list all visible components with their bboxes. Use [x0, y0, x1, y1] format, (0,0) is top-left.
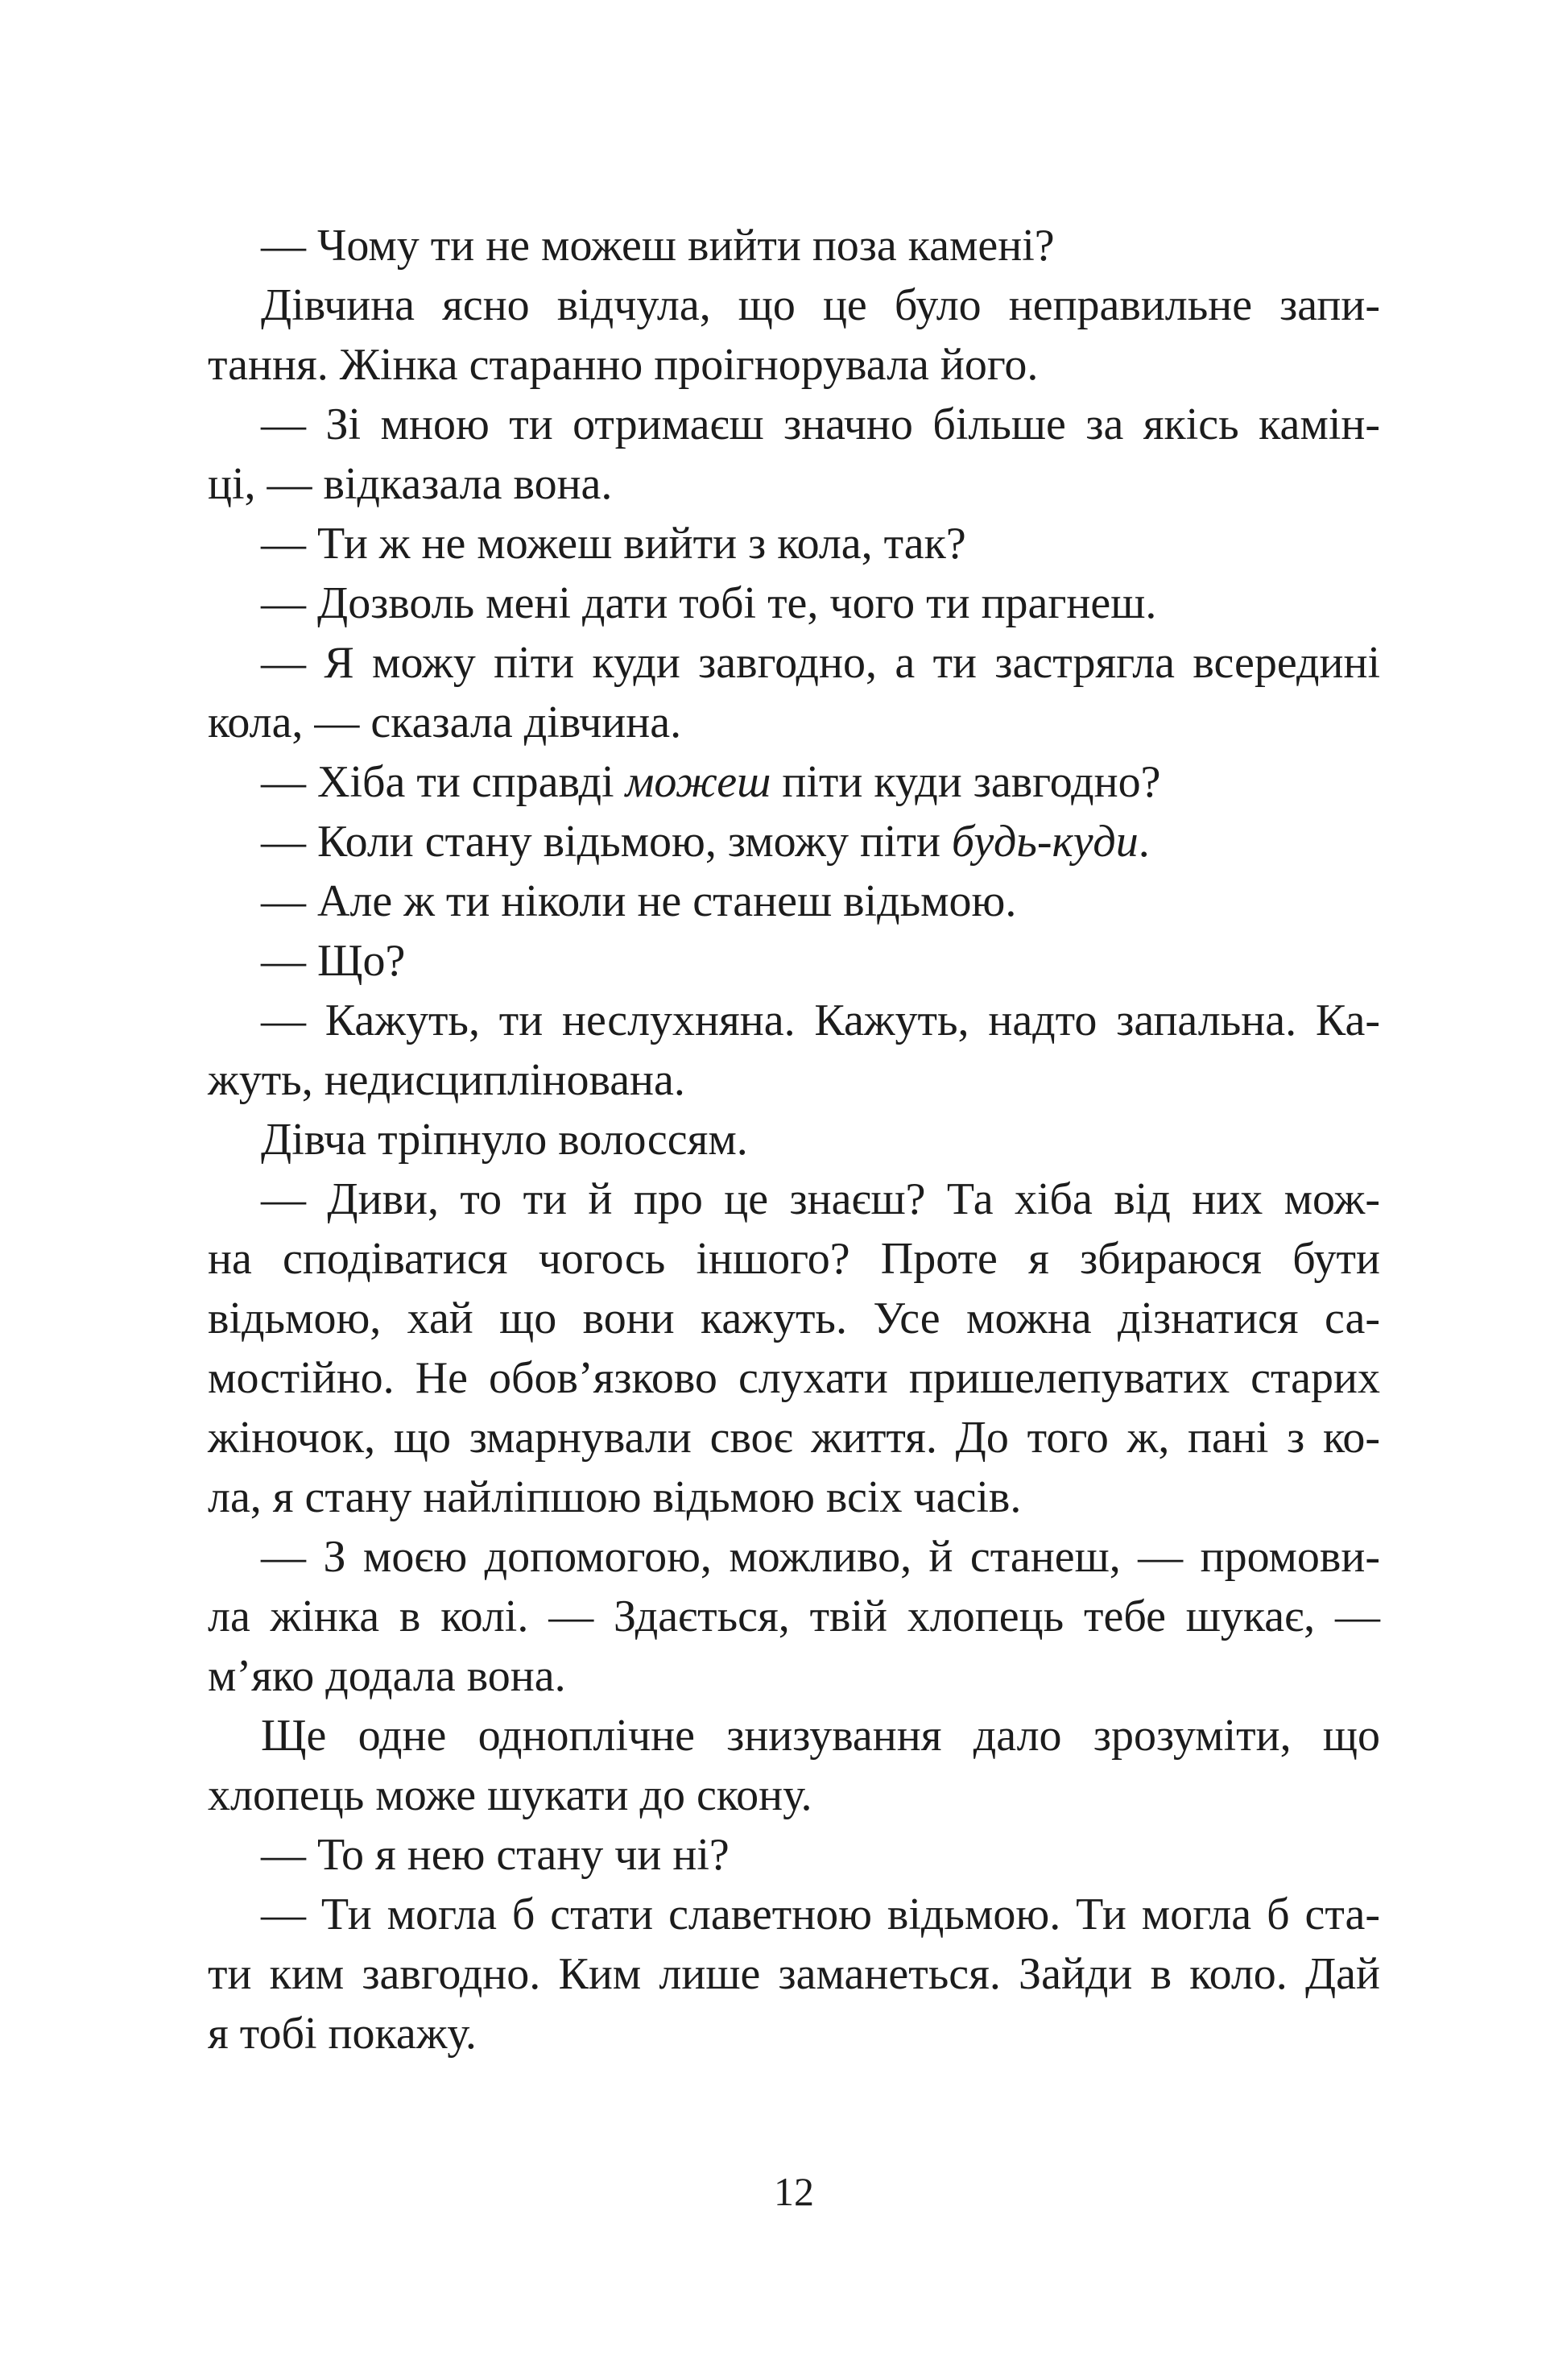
text-segment: — Дозволь мені дати тобі те, чого ти прагнеш. [261, 578, 1157, 628]
text-segment: — Ти могла б стати славетною відьмою. Ти могла б ста- [261, 1890, 1380, 1939]
paragraph [208, 633, 1380, 752]
text-segment: кола, — сказала дівчина. [208, 697, 682, 747]
paragraph [208, 573, 1380, 633]
text-line [208, 216, 1380, 275]
paragraph [208, 1527, 1380, 1706]
text-line [208, 1527, 1380, 1587]
text-segment: ла жінка в колі. — Здається, твій хлопець тебе шукає, — [208, 1591, 1380, 1641]
text-line [208, 693, 1380, 752]
text-segment: жіночок, що змарнували своє життя. До того ж, пані з ко- [208, 1413, 1380, 1463]
text-line [208, 633, 1380, 693]
text-segment: — Що? [261, 936, 406, 986]
paragraph [208, 812, 1380, 871]
text-line [208, 573, 1380, 633]
text-line [208, 1765, 1380, 1825]
paragraph [208, 514, 1380, 573]
text-segment: — З моєю допомогою, можливо, й станеш, — промови- [261, 1532, 1380, 1582]
text-segment: — Диви, то ти й про це знаєш? Та хіба від них мож- [261, 1174, 1380, 1224]
text-segment: — Чому ти не можеш вийти поза камені? [261, 221, 1055, 271]
text-line [208, 991, 1380, 1050]
text-line [208, 1944, 1380, 2004]
page-number: 12 [774, 2169, 814, 2214]
text-line [208, 1229, 1380, 1289]
text-line [208, 1348, 1380, 1408]
text-line [208, 1825, 1380, 1885]
text-line [208, 931, 1380, 991]
text-line [208, 1110, 1380, 1169]
paragraph [208, 395, 1380, 514]
paragraph [208, 1706, 1380, 1825]
text-line [208, 752, 1380, 812]
text-line [208, 1646, 1380, 1706]
text-segment: — Коли стану відьмою, зможу піти [261, 817, 952, 867]
text-segment: . [1138, 817, 1150, 867]
text-line [208, 1587, 1380, 1646]
paragraph [208, 752, 1380, 812]
text-line [208, 1050, 1380, 1110]
text-line [208, 2004, 1380, 2063]
text-segment: відьмою, хай що вони кажуть. Усе можна дізнатися са- [208, 1293, 1380, 1343]
text-line [208, 1885, 1380, 1944]
text-segment: — Я можу піти куди завгодно, а ти застрягла всередині [261, 638, 1380, 688]
text-segment: ці, — відказала вона. [208, 459, 613, 509]
paragraph [208, 1110, 1380, 1169]
text-segment: — Хіба ти справді [261, 757, 626, 807]
text-line [208, 395, 1380, 454]
text-block [208, 216, 1380, 2063]
text-segment: Дівча тріпнуло волоссям. [261, 1115, 748, 1165]
paragraph [208, 931, 1380, 991]
text-line [208, 1169, 1380, 1229]
text-segment: — Ти ж не можеш вийти з кола, так? [261, 519, 966, 569]
paragraph [208, 275, 1380, 395]
text-segment: на сподіватися чогось іншого? Проте я збираюся бути [208, 1234, 1380, 1284]
paragraph [208, 991, 1380, 1110]
italic-text: можеш [625, 757, 771, 807]
text-line [208, 1289, 1380, 1348]
text-line [208, 514, 1380, 573]
text-segment: ла, я стану найліпшою відьмою всіх часів. [208, 1472, 1022, 1522]
text-segment: — То я нею стану чи ні? [261, 1830, 730, 1880]
text-line [208, 1408, 1380, 1467]
text-segment: — Кажуть, ти неслухняна. Кажуть, надто запальна. Ка- [261, 995, 1380, 1045]
italic-text: будь-куди [951, 817, 1139, 867]
text-segment: піти куди завгодно? [771, 757, 1161, 807]
text-line [208, 454, 1380, 514]
paragraph [208, 216, 1380, 275]
text-segment: — Але ж ти ніколи не станеш відьмою. [261, 876, 1017, 926]
text-segment: тання. Жінка старанно проігнорувала його. [208, 340, 1039, 390]
text-segment: — Зі мною ти отримаєш значно більше за якісь камін- [261, 399, 1380, 449]
paragraph [208, 1825, 1380, 1885]
text-segment: я тобі покажу. [208, 2009, 477, 2059]
text-segment: жуть, недисциплінована. [208, 1055, 685, 1105]
text-line [208, 1706, 1380, 1765]
text-segment: м’яко додала вона. [208, 1651, 566, 1701]
text-segment: Ще одне одноплічне знизування дало зрозуміти, що [261, 1711, 1380, 1761]
paragraph [208, 1169, 1380, 1527]
text-line [208, 335, 1380, 395]
text-line [208, 812, 1380, 871]
text-line [208, 871, 1380, 931]
paragraph [208, 871, 1380, 931]
text-segment: мостійно. Не обов’язково слухати пришелепуватих старих [208, 1353, 1380, 1403]
paragraph [208, 1885, 1380, 2063]
text-segment: хлопець може шукати до скону. [208, 1770, 812, 1820]
text-line [208, 1467, 1380, 1527]
text-segment: Дівчина ясно відчула, що це було неправильне запи- [261, 280, 1380, 330]
text-line [208, 275, 1380, 335]
text-segment: ти ким завгодно. Ким лише заманеться. Зайди в коло. Дай [208, 1949, 1380, 1999]
